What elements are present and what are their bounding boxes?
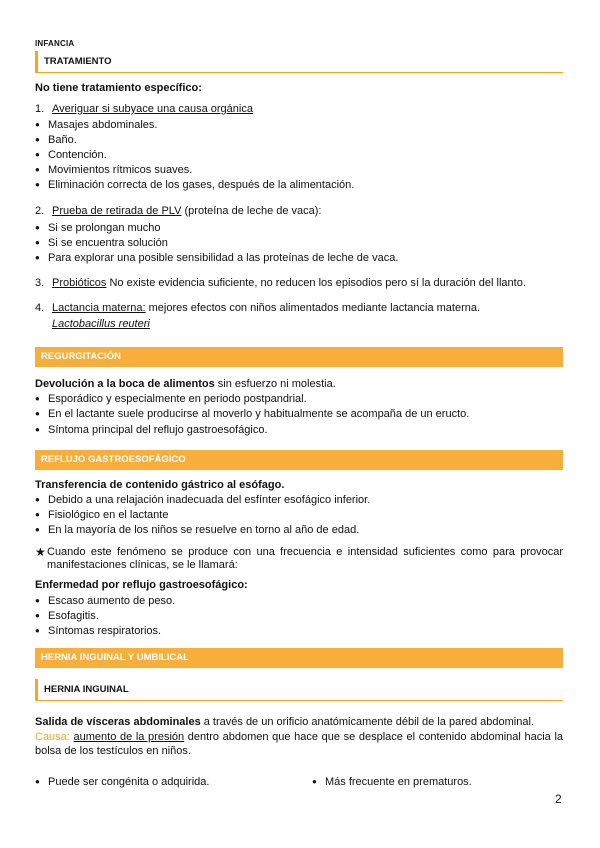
list-item-text: Esofagitis. bbox=[48, 610, 99, 622]
list-item-text: En la mayoría de los niños se resuelve en torno al año de edad. bbox=[48, 524, 360, 536]
item4 bbox=[35, 301, 480, 315]
list-item bbox=[312, 775, 472, 789]
list-item-text: Escaso aumento de peso. bbox=[48, 595, 176, 607]
hernia-inguinal-heading: HERNIA INGUINAL bbox=[35, 679, 563, 701]
bullet: ● bbox=[35, 253, 40, 262]
hernia-heading: HERNIA INGUINAL Y UMBILICAL bbox=[35, 648, 563, 668]
reflujo-star-text: Cuando este fenómeno se produce con una frecuencia e intensidad suficientes como para provocar manifestaciones clínicas, se le llamará: bbox=[47, 546, 563, 571]
bullet: ● bbox=[35, 611, 40, 620]
cause-label: Causa: bbox=[35, 731, 70, 743]
bullet: ● bbox=[35, 165, 40, 174]
list-item bbox=[35, 392, 307, 406]
list-item-text: Movimientos rítmicos suaves. bbox=[48, 164, 193, 176]
bullet: ● bbox=[35, 238, 40, 247]
bullet: ● bbox=[35, 180, 40, 189]
list-item-text: Debido a una relajación inadecuada del esfínter esofágico inferior. bbox=[48, 494, 371, 506]
list-item-text: Síntoma principal del reflujo gastroesofágico. bbox=[48, 424, 268, 436]
bullet: ● bbox=[35, 525, 40, 534]
list-item-text: Contención. bbox=[48, 149, 107, 161]
list-item-text: Para explorar una posible sensibilidad a las proteínas de leche de vaca. bbox=[48, 252, 399, 264]
list-item bbox=[35, 236, 168, 250]
bullet: ● bbox=[35, 150, 40, 159]
list-item bbox=[35, 493, 370, 507]
list-item bbox=[35, 251, 398, 265]
list-item-text: Puede ser congénita o adquirida. bbox=[48, 776, 210, 788]
list-item-text: Masajes abdominales. bbox=[48, 119, 158, 131]
bullet: ● bbox=[35, 135, 40, 144]
item1-heading bbox=[35, 102, 253, 116]
list-item-text: En el lactante suele producirse al moverlo y habitualmente se acompaña de un eructo. bbox=[48, 408, 470, 420]
item4-number: 4. bbox=[35, 302, 45, 314]
tratamiento-intro: No tiene tratamiento específico: bbox=[35, 82, 202, 94]
list-item bbox=[35, 118, 157, 132]
regurgitacion-lead-rest: sin esfuerzo ni molestia. bbox=[214, 378, 336, 390]
erge-title: Enfermedad por reflujo gastroesofágico: bbox=[35, 579, 248, 591]
list-item-text: Síntomas respiratorios. bbox=[48, 625, 162, 637]
item4-note: Lactobacillus reuteri bbox=[52, 318, 150, 330]
list-item bbox=[35, 624, 161, 638]
item1-number: 1. bbox=[35, 103, 45, 115]
list-item-text: Si se prolongan mucho bbox=[48, 222, 161, 234]
list-item bbox=[35, 407, 469, 421]
item3-rest: No existe evidencia suficiente, no reducen los episodios pero sí la duración del llanto. bbox=[106, 277, 526, 289]
list-item bbox=[35, 163, 192, 177]
section-label: INFANCIA bbox=[35, 39, 75, 48]
reflujo-heading: REFLUJO GASTROESOFÁGICO bbox=[35, 450, 563, 470]
item2-number: 2. bbox=[35, 205, 45, 217]
hernia-lead bbox=[35, 715, 534, 729]
page-number: 2 bbox=[555, 792, 562, 806]
list-item bbox=[35, 148, 107, 162]
bullet: ● bbox=[312, 777, 317, 786]
item2-rest: (proteína de leche de vaca): bbox=[181, 205, 322, 217]
cause-underline: aumento de la presión bbox=[73, 731, 185, 743]
item1-title: Averiguar si subyace una causa orgánica bbox=[52, 103, 253, 115]
list-item-text: Baño. bbox=[48, 134, 77, 146]
tratamiento-heading: TRATAMIENTO bbox=[35, 51, 563, 73]
list-item bbox=[35, 221, 161, 235]
hernia-cause bbox=[35, 730, 563, 758]
cause-rest: dentro abdomen que hace que se desplace el contenido abdominal hacia la bolsa de los testículos en niños. bbox=[35, 731, 564, 757]
item3 bbox=[35, 276, 526, 290]
list-item-text: Si se encuentra solución bbox=[48, 237, 168, 249]
list-item bbox=[35, 609, 99, 623]
item4-title: Lactancia materna: bbox=[52, 302, 146, 314]
item3-number: 3. bbox=[35, 277, 45, 289]
bullet: ● bbox=[35, 120, 40, 129]
list-item bbox=[35, 775, 209, 789]
list-item-text: Esporádico y especialmente en periodo postpandrial. bbox=[48, 393, 307, 405]
list-item bbox=[35, 594, 175, 608]
list-item bbox=[35, 508, 168, 522]
item2-heading bbox=[35, 204, 321, 218]
hernia-lead-rest: a través de un orificio anatómicamente débil de la pared abdominal. bbox=[200, 716, 534, 728]
hernia-lead-bold: Salida de vísceras abdominales bbox=[35, 716, 201, 728]
bullet: ● bbox=[35, 596, 40, 605]
list-item-text: Más frecuente en prematuros. bbox=[325, 776, 472, 788]
bullet: ● bbox=[35, 626, 40, 635]
bullet: ● bbox=[35, 409, 40, 418]
list-item bbox=[35, 133, 77, 147]
bullet: ● bbox=[35, 223, 40, 232]
bullet: ● bbox=[35, 510, 40, 519]
bullet: ● bbox=[35, 394, 40, 403]
item3-title: Probióticos bbox=[52, 277, 107, 289]
regurgitacion-heading: REGURGITACIÓN bbox=[35, 347, 563, 367]
reflujo-star-note bbox=[35, 546, 563, 572]
reflujo-lead: Transferencia de contenido gástrico al esófago. bbox=[35, 479, 285, 491]
item4-rest: mejores efectos con niños alimentados mediante lactancia materna. bbox=[145, 302, 481, 314]
regurgitacion-lead bbox=[35, 377, 336, 391]
bullet: ● bbox=[35, 425, 40, 434]
list-item-text: Eliminación correcta de los gases, después de la alimentación. bbox=[48, 179, 355, 191]
list-item bbox=[35, 178, 354, 192]
list-item bbox=[35, 423, 268, 437]
bullet: ● bbox=[35, 777, 40, 786]
list-item-text: Fisiológico en el lactante bbox=[48, 509, 169, 521]
bullet: ● bbox=[35, 495, 40, 504]
list-item bbox=[35, 523, 359, 537]
item2-title: Prueba de retirada de PLV bbox=[52, 205, 182, 217]
regurgitacion-lead-bold: Devolución a la boca de alimentos bbox=[35, 378, 215, 390]
star-icon: ★ bbox=[35, 545, 46, 559]
